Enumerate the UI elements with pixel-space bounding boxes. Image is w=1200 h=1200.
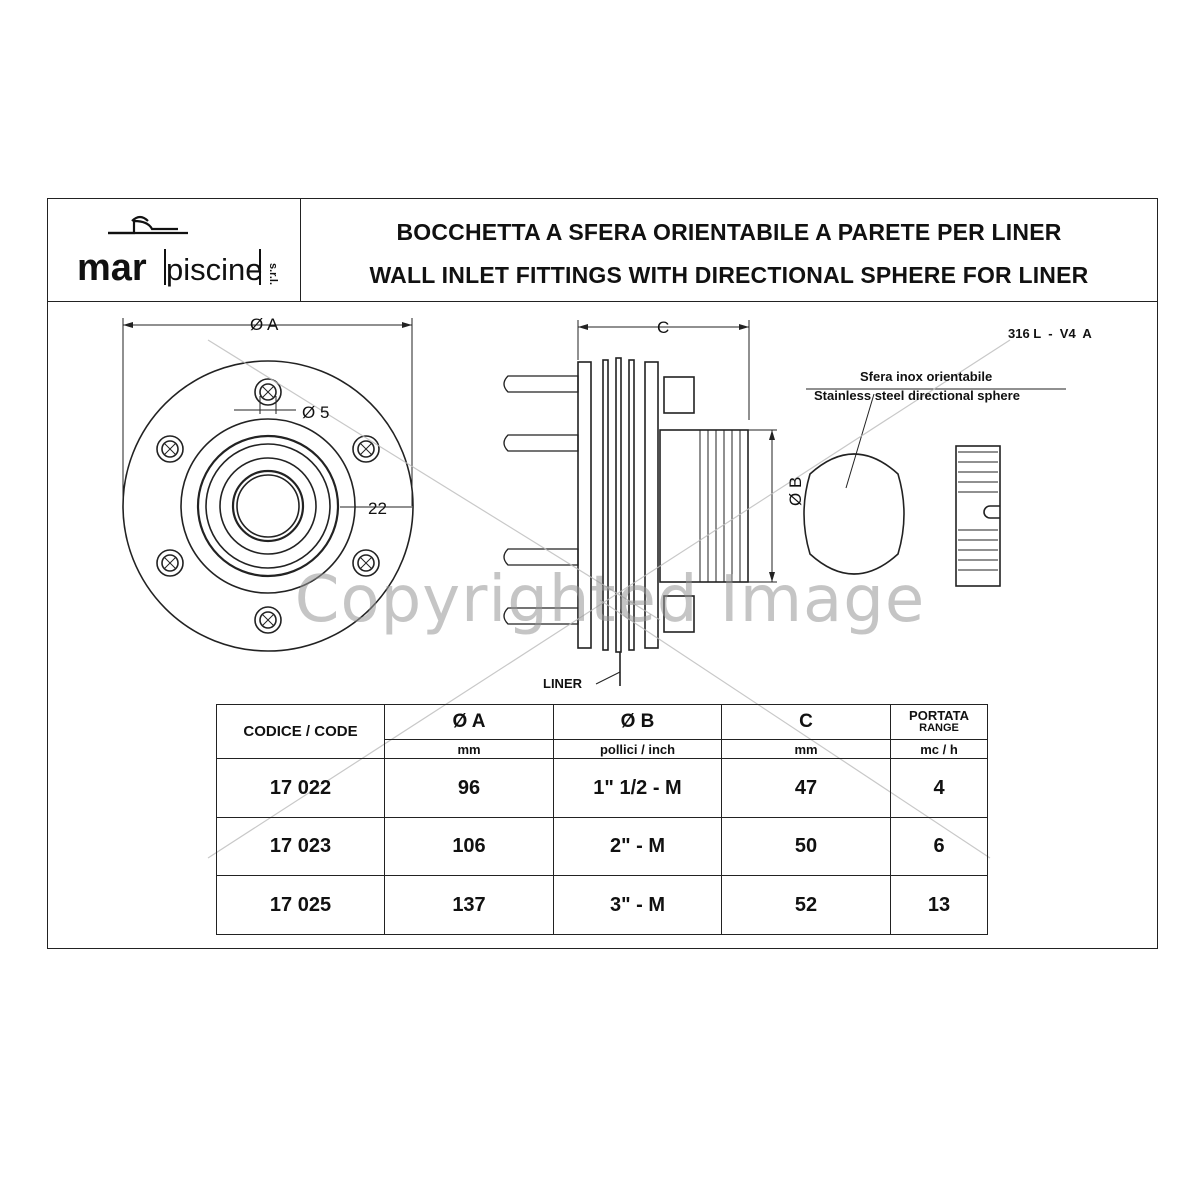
unit-dia-b: pollici / inch xyxy=(554,740,722,759)
dim-dia-b: Ø B xyxy=(786,476,805,506)
cell-range: 6 xyxy=(891,817,988,876)
watermark: Copyrighted Image xyxy=(294,563,926,637)
header-divider xyxy=(48,301,1157,302)
material-label: 316 L - V4 A xyxy=(1008,326,1092,341)
cell-range: 13 xyxy=(891,876,988,935)
dim-dia-5: Ø 5 xyxy=(302,403,330,422)
header-range-it: PORTATA xyxy=(909,708,969,724)
header-code: CODICE / CODE xyxy=(217,705,385,759)
cell-c: 52 xyxy=(722,876,891,935)
dim-22: 22 xyxy=(368,499,387,518)
cell-c: 50 xyxy=(722,817,891,876)
cell-c: 47 xyxy=(722,759,891,818)
cell-range: 4 xyxy=(891,759,988,818)
unit-c: mm xyxy=(722,740,891,759)
table-row xyxy=(217,876,988,935)
cell-dia-a: 137 xyxy=(385,876,554,935)
dim-c: C xyxy=(657,318,670,337)
cell-code: 17 023 xyxy=(217,817,385,876)
spec-table xyxy=(216,704,988,935)
title-english: WALL INLET FITTINGS WITH DIRECTIONAL SPHERE FOR LINER xyxy=(369,262,1089,288)
dim-dia-a: Ø A xyxy=(250,315,279,334)
table-row xyxy=(217,759,988,818)
cell-dia-b: 3" - M xyxy=(554,876,722,935)
unit-dia-a: mm xyxy=(385,740,554,759)
header-c: C xyxy=(722,705,891,740)
cell-dia-a: 106 xyxy=(385,817,554,876)
cell-code: 17 022 xyxy=(217,759,385,818)
cell-dia-b: 2" - M xyxy=(554,817,722,876)
logo-text-mar: mar xyxy=(77,247,147,289)
header-dia-b: Ø B xyxy=(554,705,722,740)
header-dia-a: Ø A xyxy=(385,705,554,740)
cell-code: 17 025 xyxy=(217,876,385,935)
sphere-label-en: Stainless steel directional sphere xyxy=(814,388,1020,403)
header-range xyxy=(891,705,988,740)
sphere-label-it: Sfera inox orientabile xyxy=(860,369,993,384)
cell-dia-a: 96 xyxy=(385,759,554,818)
logo-text-srl: s.r.l. xyxy=(267,263,279,286)
table-row xyxy=(217,817,988,876)
unit-range: mc / h xyxy=(891,740,988,759)
title-italian: BOCCHETTA A SFERA ORIENTABILE A PARETE PER LINER xyxy=(396,219,1062,245)
mar-piscine-logo xyxy=(72,207,292,297)
header-range-en: RANGE xyxy=(919,722,959,735)
liner-label: LINER xyxy=(543,676,582,691)
logo-text-piscine: piscine xyxy=(166,252,263,287)
cell-dia-b: 1" 1/2 - M xyxy=(554,759,722,818)
